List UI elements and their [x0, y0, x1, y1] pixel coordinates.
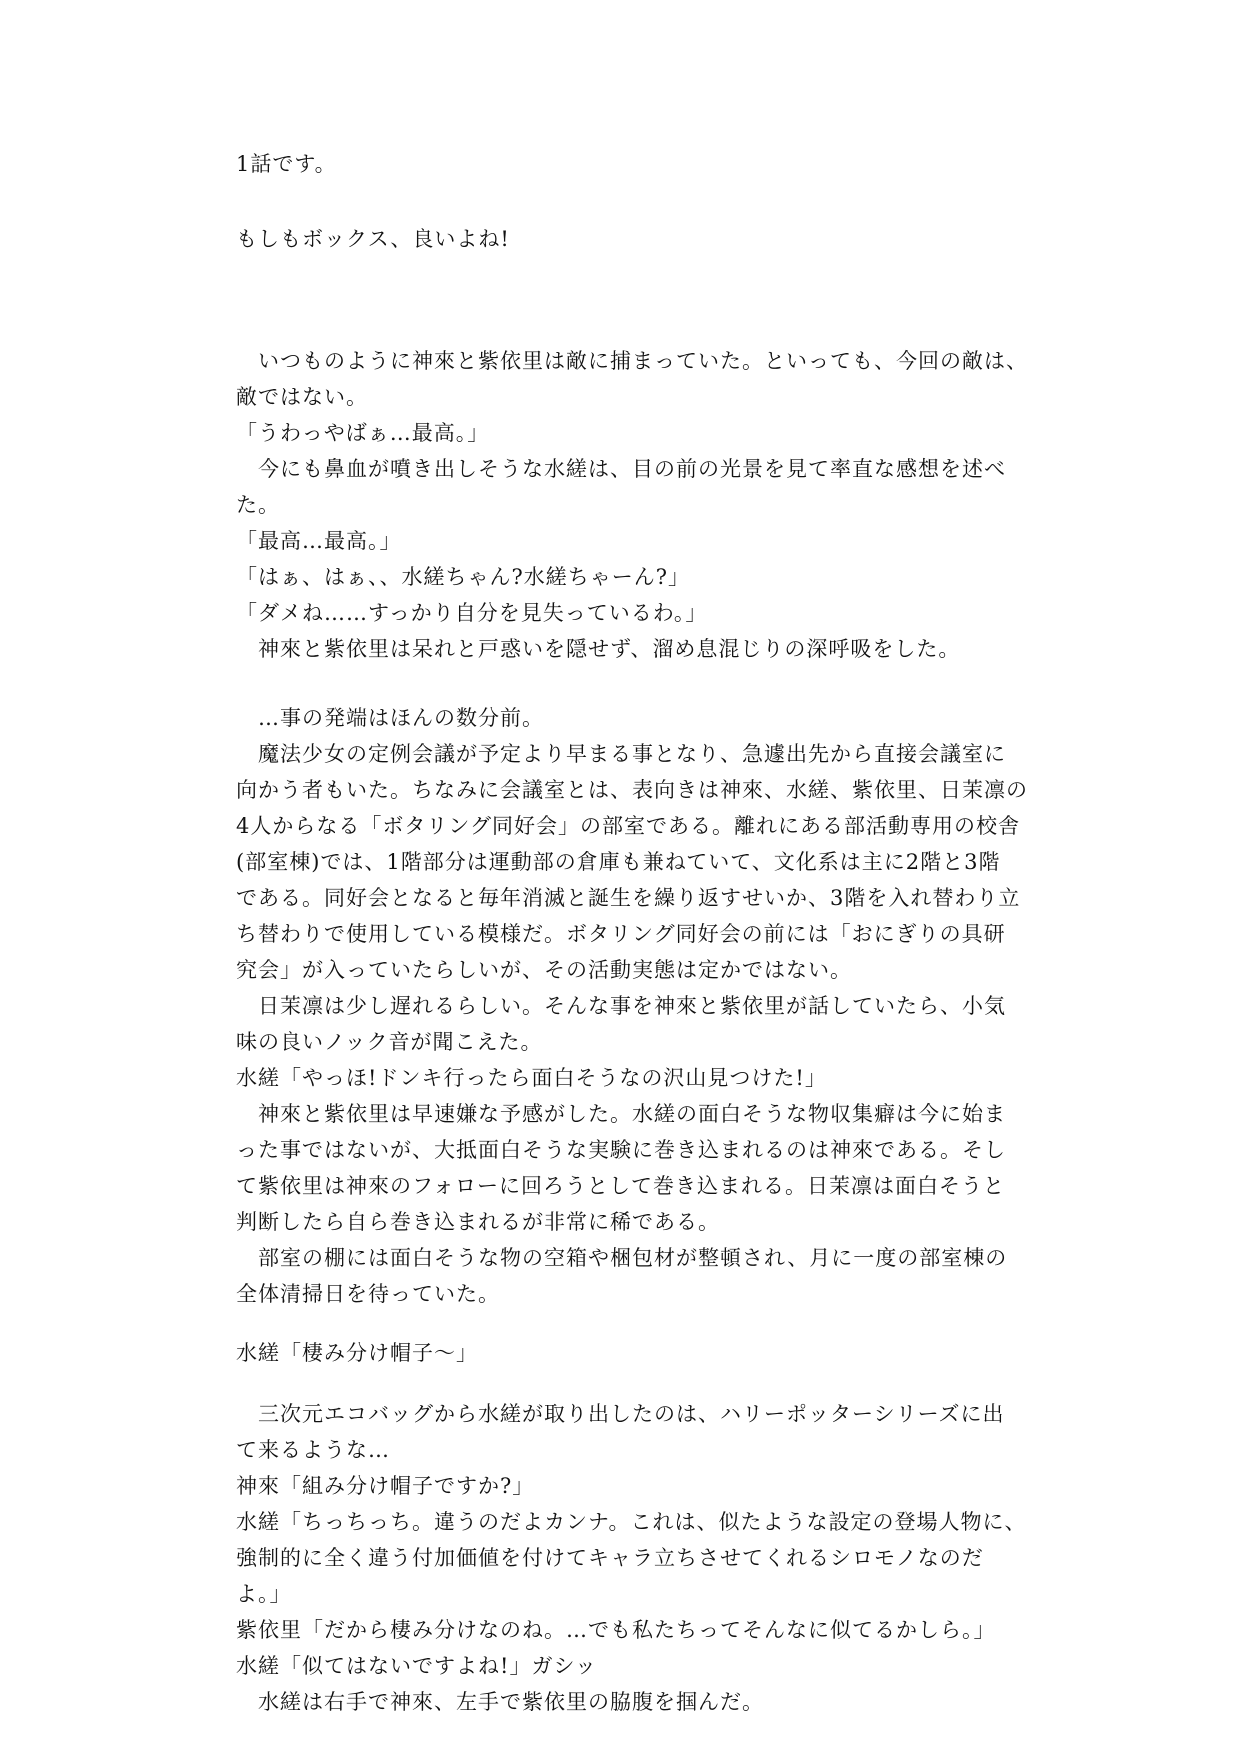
- story-line: 究会」が入っていたらしいが、その活動実態は定かではない。: [236, 958, 852, 982]
- story-line: 今にも鼻血が噴き出しそうな水縒は、目の前の光景を見て率直な感想を述べ: [236, 457, 1006, 481]
- story-line: 魔法少女の定例会議が予定より早まる事となり、急遽出先から直接会議室に: [236, 742, 1006, 766]
- story-line: …事の発端はほんの数分前。: [236, 706, 544, 730]
- story-line: 味の良いノック音が聞こえた。: [236, 1030, 543, 1054]
- story-line: 4人からなる「ボタリング同好会」の部室である。離れにある部活動専用の校舎: [236, 814, 1020, 838]
- story-line: 水縒「似てはないですよね!」ガシッ: [236, 1654, 598, 1678]
- story-line: て紫依里は神來のフォローに回ろうとして巻き込まれる。日茉凛は面白そうと: [236, 1174, 1005, 1198]
- story-line: 向かう者もいた。ちなみに会議室とは、表向きは神來、水縒、紫依里、日茉凛の: [236, 778, 1028, 802]
- story-line: 日茉凛は少し遅れるらしい。そんな事を神來と紫依里が話していたら、小気: [236, 994, 1006, 1018]
- story-line: 強制的に全く違う付加価値を付けてキャラ立ちさせてくれるシロモノなのだ: [236, 1546, 984, 1570]
- story-line: 判断したら自ら巻き込まれるが非常に稀である。: [236, 1210, 720, 1234]
- story-line: 敵ではない。: [236, 385, 368, 409]
- story-line: った事ではないが、大抵面白そうな実験に巻き込まれるのは神來である。そし: [236, 1138, 1006, 1162]
- story-line: た。: [236, 493, 280, 517]
- story-line: 紫依里「だから棲み分けなのね。…でも私たちってそんなに似てるかしら。」: [236, 1618, 996, 1642]
- story-line: ち替わりで使用している模様だ。ボタリング同好会の前には「おにぎりの具研: [236, 922, 1006, 946]
- story-line: 「ダメね……すっかり自分を見失っているわ。」: [236, 601, 708, 625]
- story-line: 「はぁ、はぁ、、水縒ちゃん?水縒ちゃーん?」: [236, 565, 691, 589]
- story-line: 水縒「ちっちっち。違うのだよカンナ。これは、似たような設定の登場人物に、: [236, 1510, 1027, 1534]
- story-line: 「最高…最高。」: [236, 529, 402, 553]
- story-line: よ。」: [236, 1582, 292, 1606]
- story-line: 水縒「やっほ!ドンキ行ったら面白そうなの沢山見つけた!」: [236, 1066, 827, 1090]
- story-line: 神來と紫依里は呆れと戸惑いを隠せず、溜め息混じりの深呼吸をした。: [236, 637, 961, 661]
- story-line: (部室棟)では、1階部分は運動部の倉庫も兼ねていて、文化系は主に2階と3階: [236, 850, 1001, 874]
- story-line: 三次元エコバッグから水縒が取り出したのは、ハリーポッターシリーズに出: [236, 1402, 1005, 1426]
- story-line: である。同好会となると毎年消滅と誕生を繰り返すせいか、3階を入れ替わり立: [236, 886, 1021, 910]
- story-line: 水縒は右手で神來、左手で紫依里の脇腹を掴んだ。: [236, 1690, 764, 1714]
- story-line: 水縒「棲み分け帽子〜」: [236, 1341, 478, 1365]
- story-line: 部室の棚には面白そうな物の空箱や梱包材が整頓され、月に一度の部室棟の: [236, 1246, 1008, 1270]
- story-line: 神來と紫依里は早速嫌な予感がした。水縒の面白そうな物収集癖は今に始ま: [236, 1102, 1006, 1126]
- chapter-heading: 1話です。: [236, 152, 337, 176]
- story-line: 「うわっやばぁ…最高。」: [236, 421, 490, 445]
- story-line: いつものように神來と紫依里は敵に捕まっていた。といっても、今回の敵は、: [236, 349, 1028, 373]
- story-line: 全体清掃日を待っていた。: [236, 1282, 500, 1306]
- story-line: 神來「組み分け帽子ですか?」: [236, 1474, 535, 1498]
- chapter-subtitle: もしもボックス、良いよね!: [236, 227, 510, 251]
- story-line: て来るような…: [236, 1438, 390, 1462]
